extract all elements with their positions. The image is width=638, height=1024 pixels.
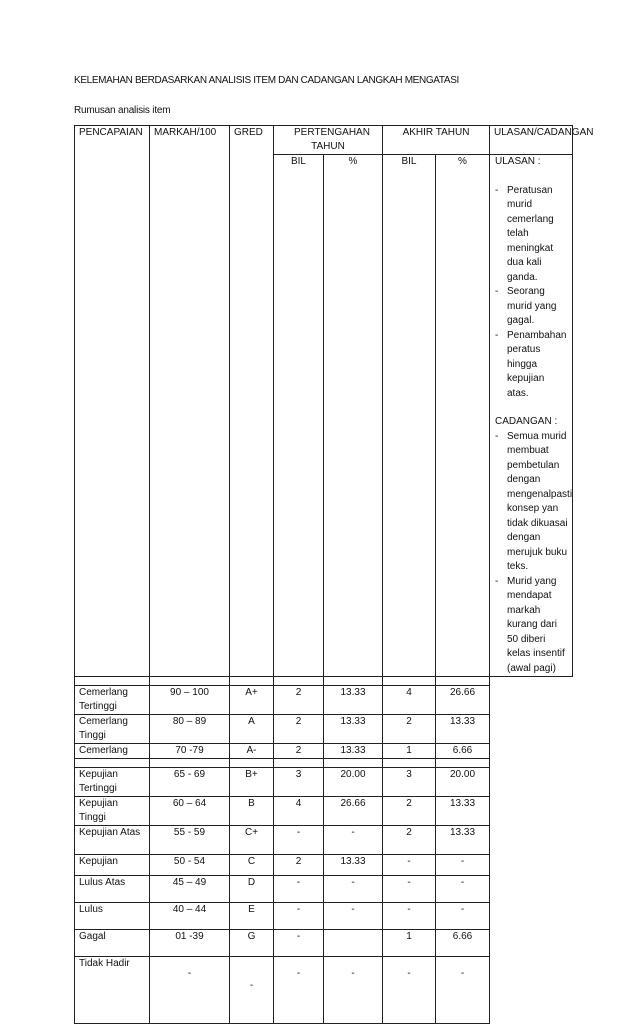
cell-markah: 01 -39 [150,930,230,957]
cell-pt-pct: - [324,903,383,930]
table-row [75,826,573,855]
table-row [75,855,573,876]
cell-markah: 70 -79 [150,744,230,759]
table-row [75,957,573,1024]
cell-at-pct: - [460,968,465,979]
table-row [75,715,573,744]
cell-pencapaian: Cemerlang Tertinggi [75,686,150,715]
cell-at-pct: 20.00 [436,768,490,797]
ulasan-list [495,184,568,402]
cell-gred: A [230,715,274,744]
col-header-pencapaian: PENCAPAIAN [75,126,150,677]
cell-at-bil: 2 [383,715,436,744]
cell-gred: D [230,876,274,903]
cell-markah: 40 – 44 [150,903,230,930]
cell-at-pct: 13.33 [436,797,490,826]
cell-pencapaian: Tidak Hadir [75,957,150,1024]
cell-at-pct: - [436,855,490,876]
cell-pt-pct: 26.66 [324,797,383,826]
list-item: - Peratusan murid cemerlang telah meningkat dua kali ganda. [495,184,568,286]
cell-gred: - [249,980,254,991]
cell-at-bil: 3 [383,768,436,797]
cell-gred: C+ [230,826,274,855]
cell-gred: A- [230,744,274,759]
cell-pt-pct: 20.00 [324,768,383,797]
cell-pencapaian: Cemerlang [75,744,150,759]
cell-at-bil: 2 [383,797,436,826]
list-item: - Penambahan peratus hingga kepujian atas. [495,329,568,402]
col-header-akhir: AKHIR TAHUN [383,126,490,155]
cell-markah: 55 - 59 [150,826,230,855]
col-header-pt-pct: % [324,155,383,677]
ulasan-label: ULASAN : [495,156,541,167]
table-row [75,768,573,797]
cell-at-pct: 26.66 [436,686,490,715]
cell-pencapaian: Gagal [75,930,150,957]
cell-at-bil: - [383,903,436,930]
col-header-at-pct: % [436,155,490,677]
cell-markah: 50 - 54 [150,855,230,876]
cell-pencapaian: Lulus [75,903,150,930]
cell-pt-pct [324,930,383,957]
cadangan-label: CADANGAN : [495,416,558,427]
cell-markah: 65 - 69 [150,768,230,797]
cell-markah: 60 – 64 [150,797,230,826]
cell-pt-bil: - [274,930,324,957]
cell-at-bil: 1 [383,930,436,957]
cell-gred: E [230,903,274,930]
cell-at-pct: 6.66 [436,930,490,957]
table-row [75,930,573,957]
cell-pt-bil: 2 [274,686,324,715]
cell-pt-pct: 13.33 [324,715,383,744]
cell-pt-bil: 2 [274,715,324,744]
list-item: - Murid yang mendapat markah kurang dari 50 diberi kelas insentif (awal pagi) [495,575,568,677]
col-header-pertengahan: PERTENGAHAN TAHUN [274,126,383,155]
col-header-gred: GRED [230,126,274,677]
cell-at-pct: 6.66 [436,744,490,759]
col-header-pt-bil: BIL [274,155,324,677]
cell-pt-bil: - [274,826,324,855]
cell-pt-bil: 2 [274,744,324,759]
cell-pt-bil: - [274,876,324,903]
list-item: - Seorang murid yang gagal. [495,285,568,329]
cell-gred: B+ [230,768,274,797]
col-header-markah: MARKAH/100 [150,126,230,677]
cell-pencapaian: Cemerlang Tinggi [75,715,150,744]
cell-pt-pct: - [324,826,383,855]
table-row [75,797,573,826]
cell-markah: 90 – 100 [150,686,230,715]
cell-at-bil: - [383,855,436,876]
page-heading: KELEMAHAN BERDASARKAN ANALISIS ITEM DAN CADANGAN LANGKAH MENGATASI [74,75,459,86]
table-row [75,903,573,930]
cell-gred: A+ [230,686,274,715]
cell-pt-bil: - [296,968,301,979]
cell-pencapaian: Kepujian Tinggi [75,797,150,826]
cell-pt-bil: 2 [274,855,324,876]
cell-gred: B [230,797,274,826]
cell-at-pct: 13.33 [436,826,490,855]
col-header-ulasan: ULASAN/CADANGAN [490,126,573,155]
list-item: - Semua murid membuat pembetulan dengan mengenalpasti konsep yan tidak dikuasai dengan merujuk buku teks. [495,430,568,575]
cell-pt-bil: - [274,903,324,930]
cell-at-bil: - [407,968,411,979]
cell-pt-pct: - [351,968,355,979]
cell-at-bil: 2 [383,826,436,855]
cell-pencapaian: Kepujian Tertinggi [75,768,150,797]
notes-cell [490,155,573,677]
spacer-row [75,759,573,768]
cell-at-bil: 4 [383,686,436,715]
cell-pencapaian: Lulus Atas [75,876,150,903]
analysis-table [74,125,594,1024]
cell-pt-pct: 13.33 [324,686,383,715]
cell-gred: C [230,855,274,876]
cell-markah: 45 – 49 [150,876,230,903]
spacer-row [75,677,573,686]
cell-at-bil: - [383,876,436,903]
cell-pt-pct: - [324,876,383,903]
cell-at-pct: - [436,876,490,903]
cell-pt-pct: 13.33 [324,855,383,876]
table-header-row [75,126,573,155]
cell-pencapaian: Kepujian Atas [75,826,150,855]
table-row [75,744,573,759]
table-row [75,686,573,715]
page-subheading: Rumusan analisis item [74,105,171,116]
cell-pt-bil: 4 [274,797,324,826]
cell-markah: 80 – 89 [150,715,230,744]
col-header-at-bil: BIL [383,155,436,677]
cell-pt-bil: 3 [274,768,324,797]
table-row [75,876,573,903]
cell-at-bil: 1 [383,744,436,759]
cell-markah: - [187,968,192,979]
cell-gred: G [230,930,274,957]
cell-pencapaian: Kepujian [75,855,150,876]
cell-at-pct: 13.33 [436,715,490,744]
cell-pt-pct: 13.33 [324,744,383,759]
cell-at-pct: - [436,903,490,930]
cadangan-list [495,430,573,677]
